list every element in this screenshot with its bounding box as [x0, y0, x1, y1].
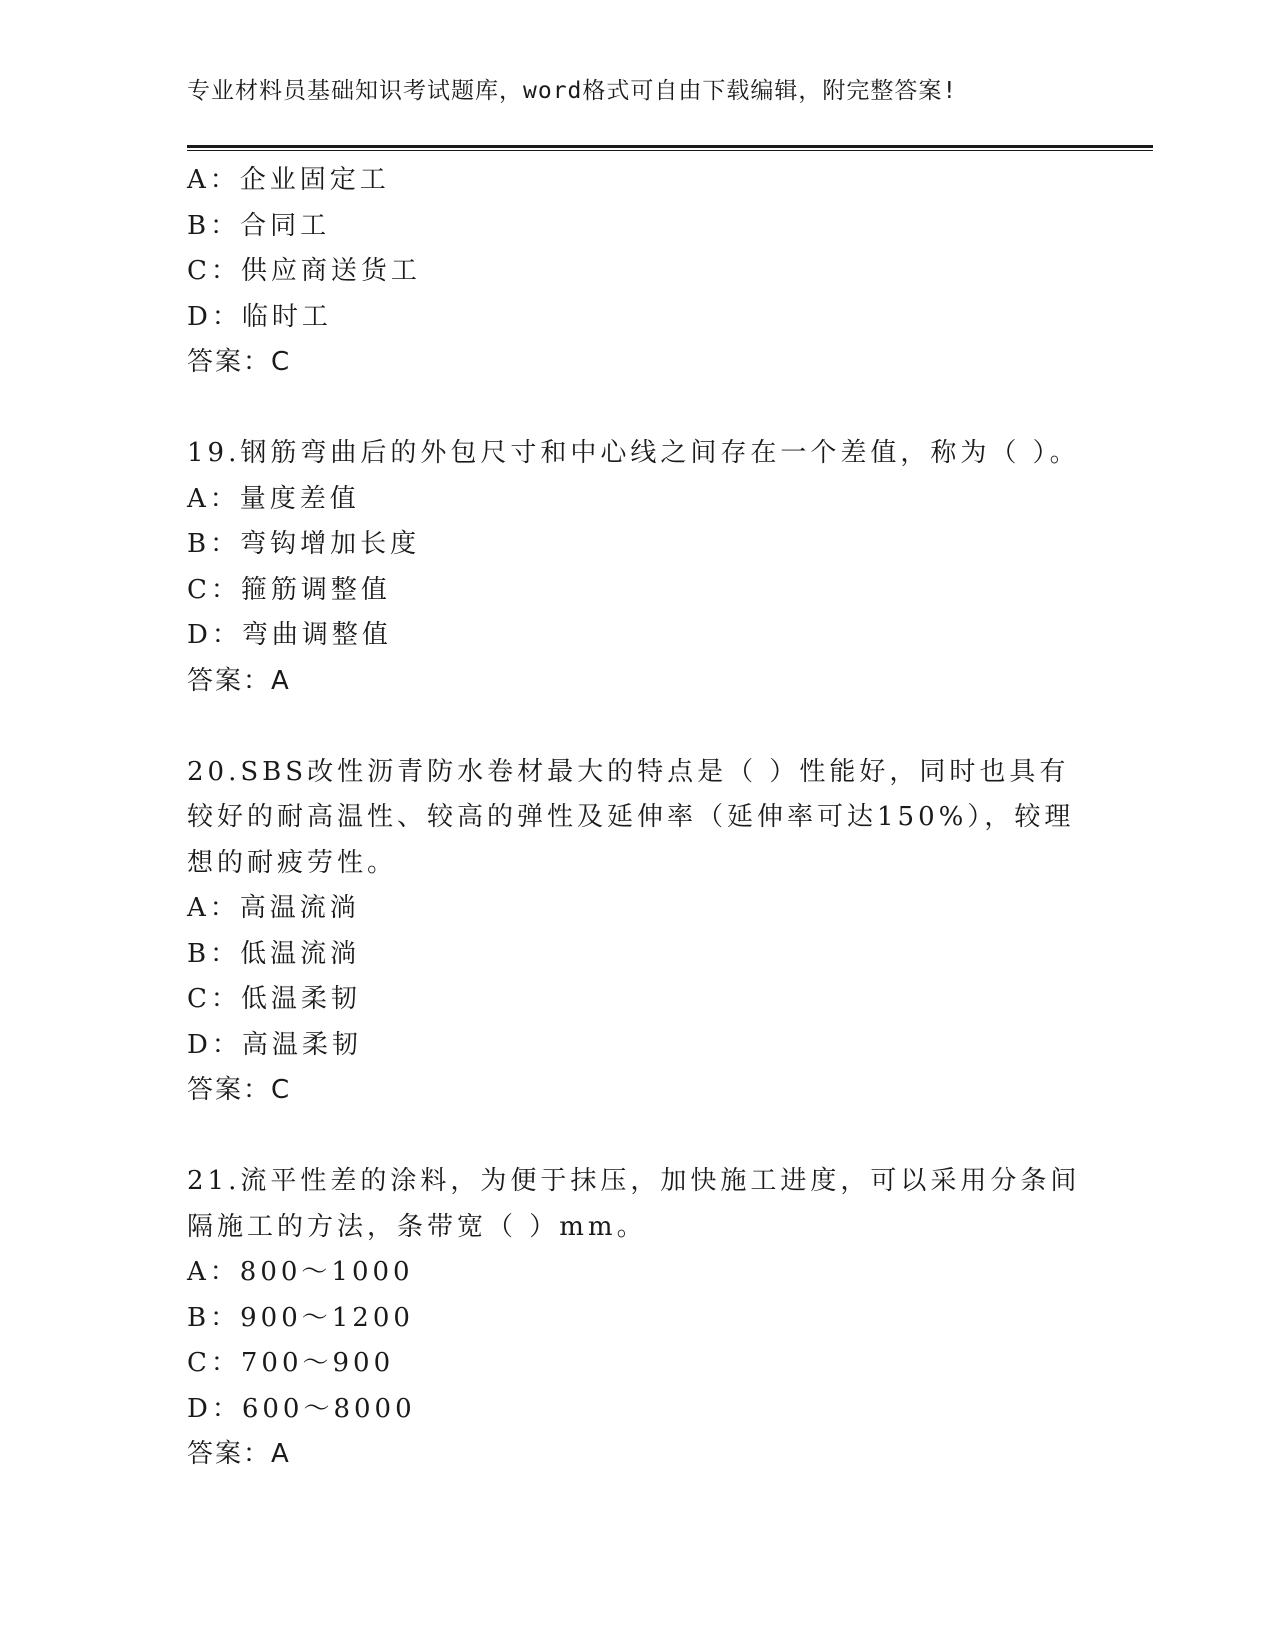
option-d: D：600～8000: [187, 1393, 416, 1424]
question-20: [187, 750, 1087, 1114]
option-c: C：供应商送货工: [187, 256, 421, 286]
question-stem: 21.流平性差的涂料，为便于抹压，加快施工进度，可以采用分条间隔施工的方法，条带宽（ ）mm。: [187, 1166, 1081, 1242]
option-a: A：企业固定工: [187, 165, 390, 195]
option-b: B：低温流淌: [187, 938, 361, 969]
answer: 答案：C: [187, 1075, 292, 1105]
question-stem: 20.SBS改性沥青防水卷材最大的特点是（ ）性能好，同时也具有较好的耐高温性、较高的弹性及延伸率（延伸率可达150%），较理想的耐疲劳性。: [187, 756, 1075, 878]
spacer: [187, 1114, 1087, 1160]
option-c: C：低温柔韧: [187, 984, 361, 1014]
question-list: [187, 158, 1087, 1478]
page-header: 专业材料员基础知识考试题库，word格式可自由下载编辑，附完整答案!: [187, 78, 958, 104]
answer: 答案：C: [187, 347, 292, 377]
answer: 答案：A: [187, 1439, 291, 1469]
option-a: A：高温流淌: [187, 893, 360, 923]
question-18: [187, 158, 1087, 386]
answer: 答案：A: [187, 665, 291, 696]
option-d: D：临时工: [187, 301, 332, 332]
option-a: A：800～1000: [187, 1257, 414, 1287]
option-c: C：700～900: [187, 1348, 395, 1378]
option-d: D：弯曲调整值: [187, 620, 392, 650]
question-stem: 19.钢筋弯曲后的外包尺寸和中心线之间存在一个差值，称为（ ）。: [187, 438, 1080, 468]
option-a: A：量度差值: [187, 483, 360, 514]
option-b: B：弯钩增加长度: [187, 529, 421, 559]
option-d: D：高温柔韧: [187, 1029, 362, 1060]
option-b: B：合同工: [187, 210, 331, 241]
header-rule-thin: [187, 150, 1153, 151]
question-21: [187, 1159, 1087, 1478]
header-rule-thick: [187, 145, 1153, 148]
spacer: [187, 386, 1087, 432]
question-19: [187, 431, 1087, 704]
option-b: B：900～1200: [187, 1302, 414, 1333]
spacer: [187, 704, 1087, 750]
option-c: C：箍筋调整值: [187, 574, 391, 605]
